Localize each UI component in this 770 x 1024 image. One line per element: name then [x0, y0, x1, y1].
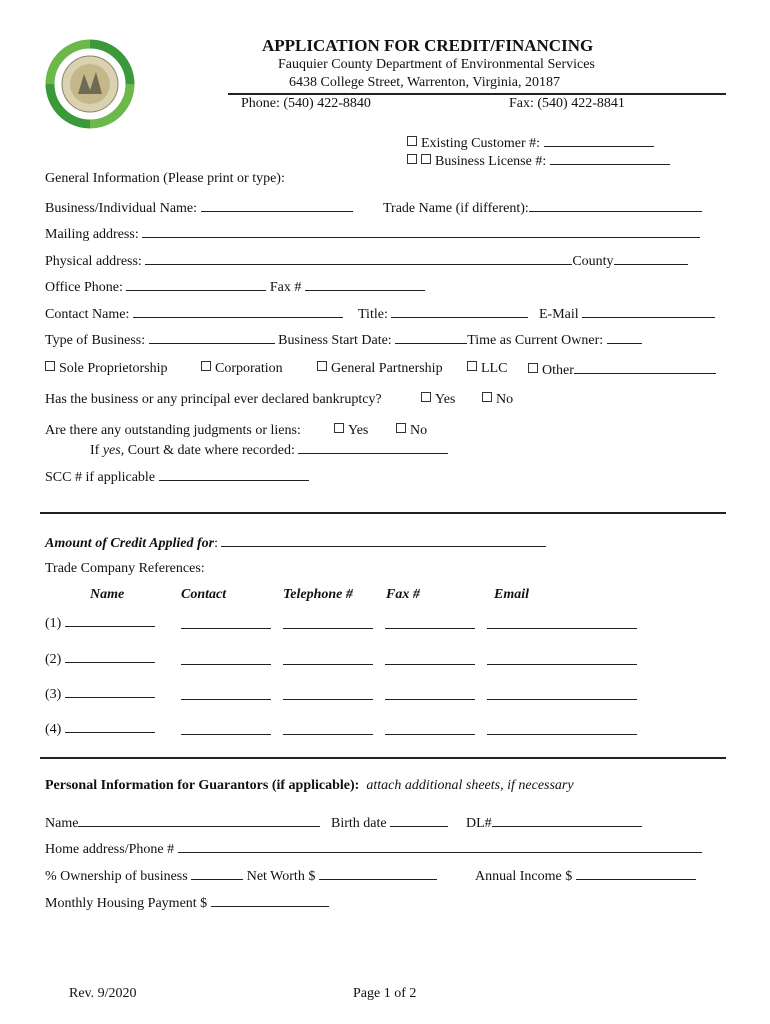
ref2-fax-line[interactable] [385, 664, 475, 665]
type-of-business-field[interactable]: Type of Business: Business Start Date: Time as Current Owner: [45, 331, 642, 349]
ref4-contact-line[interactable] [181, 734, 271, 735]
existing-customer-field[interactable]: Existing Customer #: [407, 134, 654, 152]
ref1-contact-line[interactable] [181, 628, 271, 629]
county-seal-logo [44, 38, 136, 130]
annual-income-field[interactable]: Annual Income $ [475, 867, 696, 885]
judgments-yes-option[interactable]: Yes [334, 423, 368, 439]
checkbox[interactable] [482, 392, 492, 402]
ref3-email-line[interactable] [487, 699, 637, 700]
checkbox[interactable] [45, 361, 55, 371]
ref4-telephone-line[interactable] [283, 734, 373, 735]
checkbox[interactable] [421, 392, 431, 402]
llc-option[interactable]: LLC [467, 361, 507, 377]
title-field[interactable]: Title: [358, 305, 528, 323]
ref1-telephone-line[interactable] [283, 628, 373, 629]
contact-name-field[interactable]: Contact Name: [45, 305, 343, 323]
reference-row[interactable]: (2) [45, 650, 155, 668]
bankruptcy-question: Has the business or any principal ever declared bankruptcy? [45, 392, 382, 407]
col-telephone: Telephone # [283, 587, 353, 602]
business-license-checkbox[interactable] [407, 154, 417, 164]
checkbox[interactable] [396, 423, 406, 433]
reference-row[interactable]: (4) [45, 720, 155, 738]
ref1-fax-line[interactable] [385, 628, 475, 629]
general-info-heading: General Information (Please print or type): [45, 171, 285, 186]
guarantor-name-field[interactable]: Name [45, 814, 320, 832]
checkbox[interactable] [528, 363, 538, 373]
checkbox[interactable] [201, 361, 211, 371]
col-name: Name [90, 587, 125, 602]
section-rule-1 [40, 512, 726, 514]
col-fax: Fax # [386, 587, 420, 602]
revision-label: Rev. 9/2020 [69, 986, 137, 1001]
col-contact: Contact [181, 587, 227, 602]
ref2-contact-line[interactable] [181, 664, 271, 665]
judgments-no-option[interactable]: No [396, 423, 427, 439]
corporation-option[interactable]: Corporation [201, 361, 283, 377]
credit-amount-field[interactable]: Amount of Credit Applied for: [45, 534, 546, 552]
header-rule [228, 93, 726, 95]
ref4-email-line[interactable] [487, 734, 637, 735]
department-name: Fauquier County Department of Environmental Services [278, 57, 595, 72]
ref2-telephone-line[interactable] [283, 664, 373, 665]
bankruptcy-yes-option[interactable]: Yes [421, 392, 455, 408]
scc-field[interactable]: SCC # if applicable [45, 468, 309, 486]
ref3-contact-line[interactable] [181, 699, 271, 700]
judgments-question: Are there any outstanding judgments or liens: [45, 423, 301, 438]
reference-row[interactable]: (1) [45, 614, 155, 632]
business-license-field[interactable]: Business License #: [407, 152, 670, 170]
ref3-fax-line[interactable] [385, 699, 475, 700]
page-number: Page 1 of 2 [353, 986, 417, 1001]
form-title: APPLICATION FOR CREDIT/FINANCING [262, 36, 594, 55]
housing-payment-field[interactable]: Monthly Housing Payment $ [45, 894, 329, 912]
col-email: Email [494, 587, 530, 602]
ownership-field[interactable]: % Ownership of business Net Worth $ [45, 867, 437, 885]
checkbox[interactable] [334, 423, 344, 433]
ref4-fax-line[interactable] [385, 734, 475, 735]
department-address: 6438 College Street, Warrenton, Virginia, 20187 [289, 75, 560, 90]
sole-proprietorship-option[interactable]: Sole Proprietorship [45, 361, 168, 377]
guarantor-heading: Personal Information for Guarantors (if applicable): attach additional sheets, if necessary [45, 778, 574, 793]
trade-references-heading: Trade Company References: [45, 561, 205, 576]
court-date-field[interactable]: If yes, Court & date where recorded: [90, 441, 448, 459]
checkbox[interactable] [467, 361, 477, 371]
section-rule-2 [40, 757, 726, 759]
mailing-address-field[interactable]: Mailing address: [45, 225, 700, 243]
other-option[interactable]: Other [528, 361, 716, 379]
header-phone: Phone: (540) 422-8840 [241, 96, 371, 111]
ref1-email-line[interactable] [487, 628, 637, 629]
ref2-email-line[interactable] [487, 664, 637, 665]
header-fax: Fax: (540) 422-8841 [509, 96, 625, 111]
business-license-checkbox-2[interactable] [421, 154, 431, 164]
ref3-telephone-line[interactable] [283, 699, 373, 700]
dl-field[interactable]: DL# [466, 814, 642, 832]
business-name-field[interactable]: Business/Individual Name: [45, 199, 353, 217]
home-address-field[interactable]: Home address/Phone # [45, 840, 702, 858]
trade-name-field[interactable]: Trade Name (if different): [383, 199, 702, 217]
existing-customer-checkbox[interactable] [407, 136, 417, 146]
reference-row[interactable]: (3) [45, 685, 155, 703]
birth-date-field[interactable]: Birth date [331, 814, 448, 832]
bankruptcy-no-option[interactable]: No [482, 392, 513, 408]
general-partnership-option[interactable]: General Partnership [317, 361, 443, 377]
email-field[interactable]: E-Mail [539, 305, 715, 323]
physical-address-field[interactable]: Physical address: County [45, 252, 688, 270]
office-phone-field[interactable]: Office Phone: Fax # [45, 278, 425, 296]
checkbox[interactable] [317, 361, 327, 371]
